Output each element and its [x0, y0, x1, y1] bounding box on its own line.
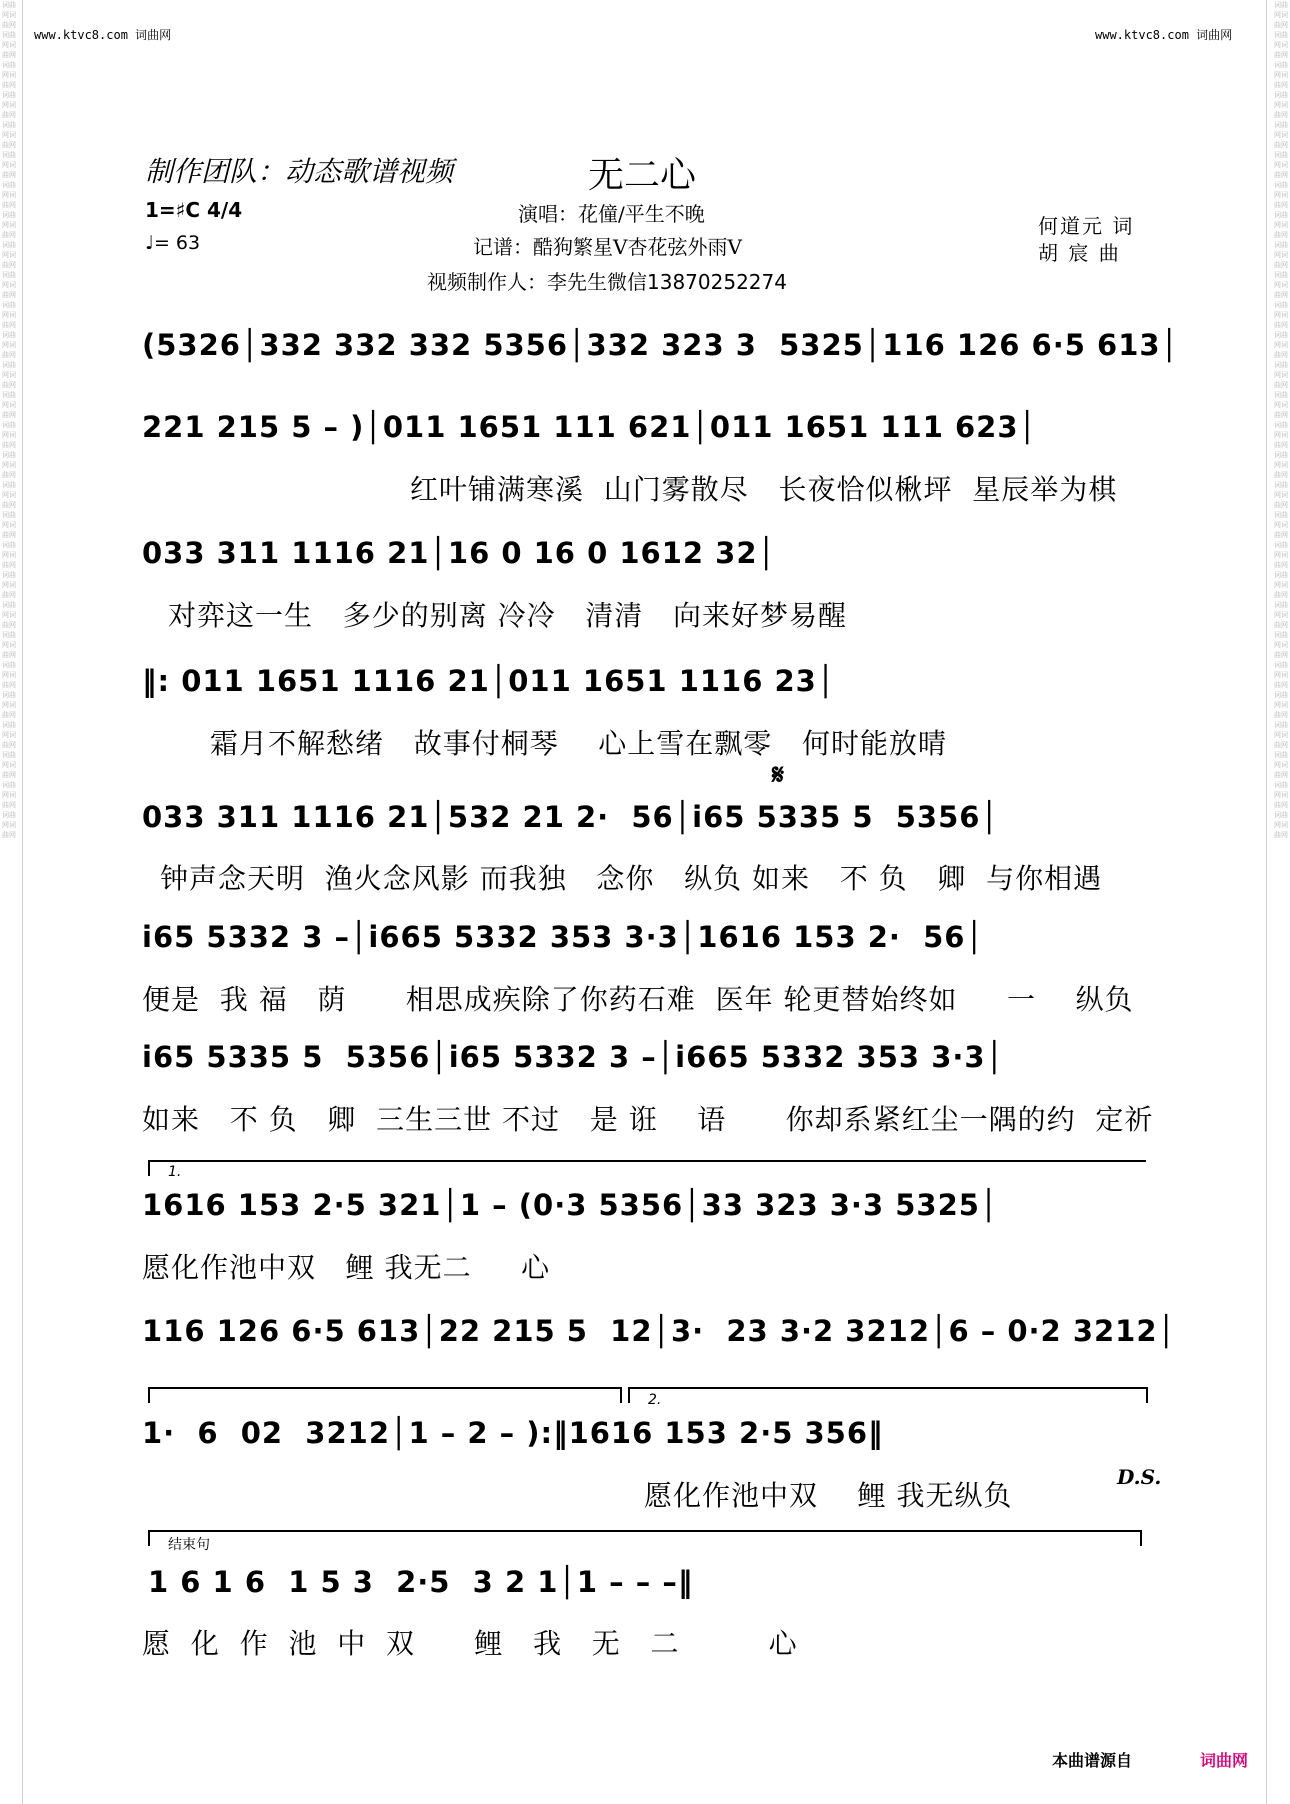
footer-brand-link[interactable]: 词曲网 [1200, 1751, 1249, 1770]
volta-line-1-continued [148, 1387, 622, 1403]
score-row-7: i65 5335 5 5356│i65 5332 3 –│i665 5332 353 3·3│ [142, 1040, 1005, 1074]
composer-credit: 胡 宸 曲 [1038, 241, 1121, 265]
key-signature: 1=♯C 4/4 [145, 198, 243, 222]
lyrics-row-7: 愿化作池中双 鲤 我无二 心 [142, 1251, 551, 1284]
lyricist-credit: 何道元 词 [1038, 214, 1135, 238]
footer-source: 本曲谱源自 [1052, 1751, 1133, 1770]
site-watermark-left: www.ktvc8.com 词曲网 [34, 28, 172, 42]
score-row-8: 1616 153 2·5 321│1 – (0·3 5356│33 323 3·3 5325│ [142, 1188, 999, 1222]
right-watermark-strip: 词曲网词曲网词曲网词曲网词曲网词曲网词曲网词曲网词曲网词曲网词曲网词曲网词曲网词曲网词曲网词曲网词曲网词曲网词曲网词曲网词曲网词曲网词曲网词曲网词曲网词曲网词曲网词曲网词曲网词曲网词曲网词曲网词曲网词曲网词曲网词曲网词曲网词曲网词曲网词曲网词曲网词曲网词曲网词曲网词曲网词曲网词曲网词曲网词曲网词曲网词曲网词曲网词曲网词曲网词曲网词曲网 [1274, 1, 1288, 839]
coda-bracket [148, 1530, 1142, 1546]
score-row-4: ‖: 011 1651 1116 21│011 1651 1116 23│ [142, 664, 836, 698]
site-watermark-right: www.ktvc8.com 词曲网 [1095, 28, 1233, 42]
volta-label-2: 2. [648, 1392, 662, 1408]
lyrics-row-9: 愿 化 作 池 中 双 鲤 我 无 二 心 [142, 1627, 798, 1660]
volta-bracket-2 [628, 1387, 1148, 1403]
dal-segno-marking: D.S. [1117, 1465, 1162, 1489]
score-row-3: 033 311 1116 21│16 0 16 0 1612 32│ [142, 536, 776, 570]
tempo-marking: ♩= 63 [145, 232, 201, 254]
left-watermark-strip: 词曲网词曲网词曲网词曲网词曲网词曲网词曲网词曲网词曲网词曲网词曲网词曲网词曲网词曲网词曲网词曲网词曲网词曲网词曲网词曲网词曲网词曲网词曲网词曲网词曲网词曲网词曲网词曲网词曲网词曲网词曲网词曲网词曲网词曲网词曲网词曲网词曲网词曲网词曲网词曲网词曲网词曲网词曲网词曲网词曲网词曲网词曲网词曲网词曲网词曲网词曲网词曲网词曲网词曲网词曲网词曲网 [2, 1, 16, 839]
volta-bracket-1 [148, 1160, 1146, 1176]
left-margin-line [22, 0, 23, 1804]
lyrics-row-6: 如来 不 负 卿 三生三世 不过 是 诳 语 你却系紧红尘一隅的约 定祈 [142, 1103, 1154, 1136]
lyrics-row-4: 钟声念天明 渔火念风影 而我独 念你 纵负 如来 不 负 卿 与你相遇 [160, 862, 1103, 895]
score-row-1: (5326│332 332 332 5356│332 323 3 5325│116 126 6·5 613│ [142, 328, 1180, 362]
song-title: 无二心 [588, 155, 697, 196]
score-row-2: 221 215 5 – )│011 1651 111 621│011 1651 111 623│ [142, 410, 1037, 444]
transcriber-credit: 记谱：酷狗繁星V杏花弦外雨V [473, 235, 742, 259]
volta-label-1: 1. [168, 1164, 182, 1180]
lyrics-row-1: 红叶铺满寒溪 山门雾散尽 长夜恰似楸坪 星辰举为棋 [410, 473, 1118, 506]
production-team: 制作团队：动态歌谱视频 [145, 155, 454, 188]
score-row-10: 1· 6 02 3212│1 – 2 – ):‖1616 153 2·5 356‖ [142, 1416, 884, 1450]
right-margin-line [1266, 0, 1267, 1804]
lyrics-row-5: 便是 我 福 荫 相思成疾除了你药石难 医年 轮更替始终如 一 纵负 [142, 983, 1134, 1016]
score-row-9: 116 126 6·5 613│22 215 5 12│3· 23 3·2 3212│6 – 0·2 3212│ [142, 1314, 1176, 1348]
coda-label: 结束句 [168, 1537, 210, 1553]
video-maker-credit: 视频制作人：李先生微信13870252274 [427, 270, 787, 294]
lyrics-row-3: 霜月不解愁绪 故事付桐琴 心上雪在飘零 何时能放晴 [210, 727, 948, 760]
singer-credit: 演唱：花僮/平生不晚 [518, 202, 705, 226]
score-row-6: i65 5332 3 –│i665 5332 353 3·3│1616 153 2· 56│ [142, 920, 984, 954]
lyrics-row-8: 愿化作池中双 鲤 我无纵负 [644, 1479, 1013, 1512]
lyrics-row-2: 对弈这一生 多少的别离 冷冷 清清 向来好梦易醒 [168, 599, 848, 632]
score-row-5: 033 311 1116 21│532 21 2· 56│i65 5335 5 5356│ [142, 800, 999, 834]
score-row-11: 1 6 1 6 1 5 3 2·5 3 2 1│1 – – –‖ [148, 1565, 694, 1599]
segno-sign: 𝄋 [772, 758, 785, 791]
